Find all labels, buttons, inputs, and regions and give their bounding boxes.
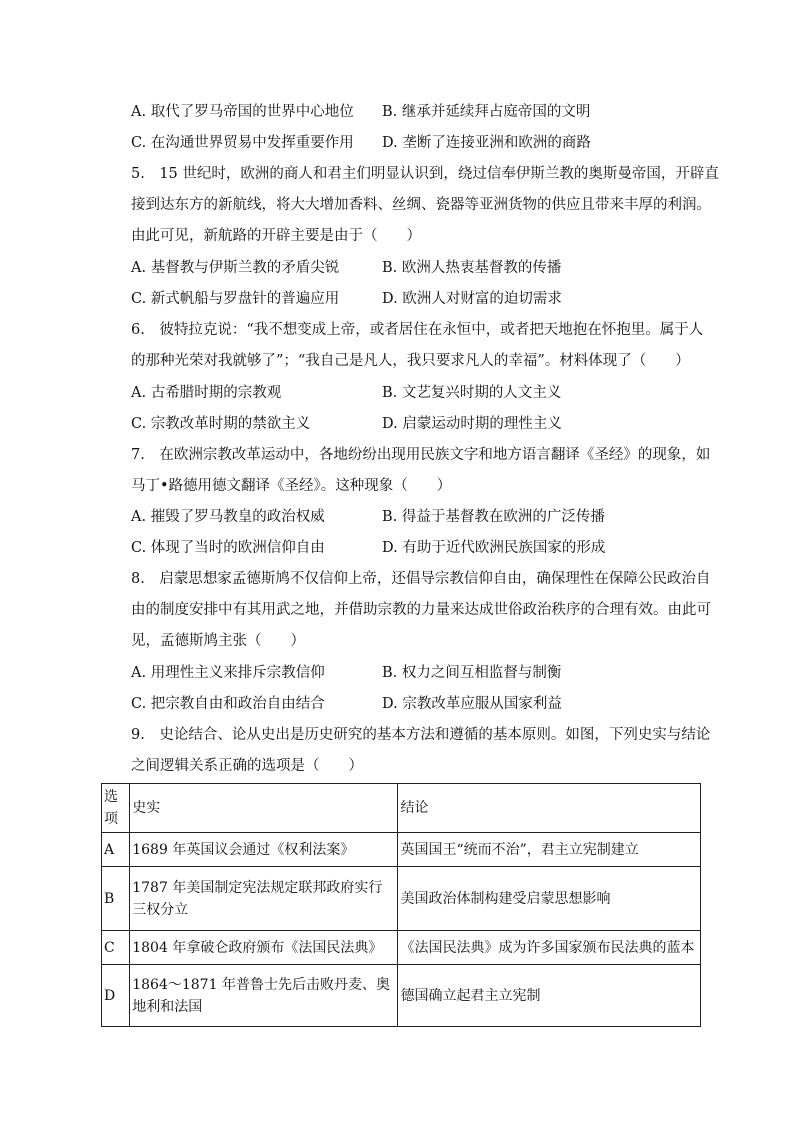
q4-option-d: D. 垄断了连接亚洲和欧洲的商路 — [382, 135, 591, 151]
table-row — [102, 867, 701, 931]
q7-option-a: A. 摧毁了罗马教皇的政治权威 — [131, 509, 325, 525]
q9-text-line-1: 9. 史论结合、论从史出是历史研究的基本方法和遵循的基本原则。如图，下列史实与结论 — [131, 727, 711, 743]
table-header-option: 选项 — [102, 784, 130, 833]
table-cell-option: D — [102, 965, 130, 1027]
q5-option-d: D. 欧洲人对财富的迫切需求 — [382, 291, 562, 307]
q4-option-b: B. 继承并延续拜占庭帝国的文明 — [382, 104, 591, 120]
q6-option-c: C. 宗教改革时期的禁欲主义 — [131, 416, 311, 432]
q5-text-line-3: 由此可见，新航路的开辟主要是由于（ ） — [131, 228, 421, 244]
table-cell-conclusion: 《法国民法典》成为许多国家颁布民法典的蓝本 — [398, 931, 701, 965]
table-header-row — [102, 784, 701, 833]
table-cell-fact: 1689 年英国议会通过《权利法案》 — [130, 833, 398, 867]
q7-option-b: B. 得益于基督教在欧洲的广泛传播 — [382, 509, 605, 525]
table-cell-option: C — [102, 931, 130, 965]
q8-option-b: B. 权力之间互相监督与制衡 — [382, 665, 562, 681]
table-row — [102, 931, 701, 965]
q8-option-a: A. 用理性主义来排斥宗教信仰 — [131, 665, 325, 681]
q7-option-d: D. 有助于近代欧洲民族国家的形成 — [382, 540, 606, 556]
q5-option-a: A. 基督教与伊斯兰教的矛盾尖锐 — [131, 260, 340, 276]
q8-option-c: C. 把宗教自由和政治自由结合 — [131, 696, 325, 712]
table-cell-fact: 1804 年拿破仑政府颁布《法国民法典》 — [130, 931, 398, 965]
table-cell-option: B — [102, 867, 130, 931]
table-row — [102, 965, 701, 1027]
table-header-conclusion: 结论 — [398, 784, 701, 833]
q8-text-line-3: 见，孟德斯鸠主张（ ） — [131, 633, 305, 649]
q5-option-b: B. 欧洲人热衷基督教的传播 — [382, 260, 562, 276]
q9-text-line-2: 之间逻辑关系正确的选项是（ ） — [131, 758, 363, 774]
q7-option-c: C. 体现了当时的欧洲信仰自由 — [131, 540, 325, 556]
table-cell-conclusion: 美国政治体制构建受启蒙思想影响 — [398, 867, 701, 931]
q6-option-d: D. 启蒙运动时期的理性主义 — [382, 416, 562, 432]
q7-text-line-1: 7. 在欧洲宗教改革运动中，各地纷纷出现用民族文字和地方语言翻译《圣经》的现象，如 — [131, 447, 711, 463]
table-header-fact: 史实 — [130, 784, 398, 833]
table-cell-conclusion: 德国确立起君主立宪制 — [398, 965, 701, 1027]
q8-text-line-2: 由的制度安排中有其用武之地，并借助宗教的力量来达成世俗政治秩序的合理有效。由此可 — [131, 602, 711, 618]
table-cell-conclusion: 英国国王“统而不治”，君主立宪制建立 — [398, 833, 701, 867]
q4-option-c: C. 在沟通世界贸易中发挥重要作用 — [131, 135, 354, 151]
q8-text-line-1: 8. 启蒙思想家孟德斯鸠不仅信仰上帝，还倡导宗教信仰自由，确保理性在保障公民政治自 — [131, 571, 711, 587]
q5-option-c: C. 新式帆船与罗盘针的普遍应用 — [131, 291, 340, 307]
q8-option-d: D. 宗教改革应服从国家利益 — [382, 696, 562, 712]
q6-option-b: B. 文艺复兴时期的人文主义 — [382, 385, 562, 401]
q9-table — [101, 783, 701, 1027]
q5-text-line-1: 5. 15 世纪时，欧洲的商人和君主们明显认识到，绕过信奉伊斯兰教的奥斯曼帝国，开辟直 — [131, 166, 719, 182]
table-row — [102, 833, 701, 867]
q4-option-a: A. 取代了罗马帝国的世界中心地位 — [131, 104, 354, 120]
table-cell-fact: 1864～1871 年普鲁士先后击败丹麦、奥地利和法国 — [130, 965, 398, 1027]
q5-text-line-2: 接到达东方的新航线，将大大增加香料、丝绸、瓷器等亚洲货物的供应且带来丰厚的利润。 — [131, 197, 711, 213]
q6-text-line-1: 6. 彼特拉克说：“我不想变成上帝，或者居住在永恒中，或者把天地抱在怀抱里。属于人 — [131, 322, 704, 338]
table-cell-fact: 1787 年美国制定宪法规定联邦政府实行三权分立 — [130, 867, 398, 931]
q6-option-a: A. 古希腊时期的宗教观 — [131, 385, 282, 401]
q6-text-line-2: 的那种光荣对我就够了”；“我自己是凡人，我只要求凡人的幸福”。材料体现了（ ） — [131, 353, 690, 369]
q7-text-line-2: 马丁•路德用德文翻译《圣经》。这种现象（ ） — [131, 478, 452, 494]
table-cell-option: A — [102, 833, 130, 867]
